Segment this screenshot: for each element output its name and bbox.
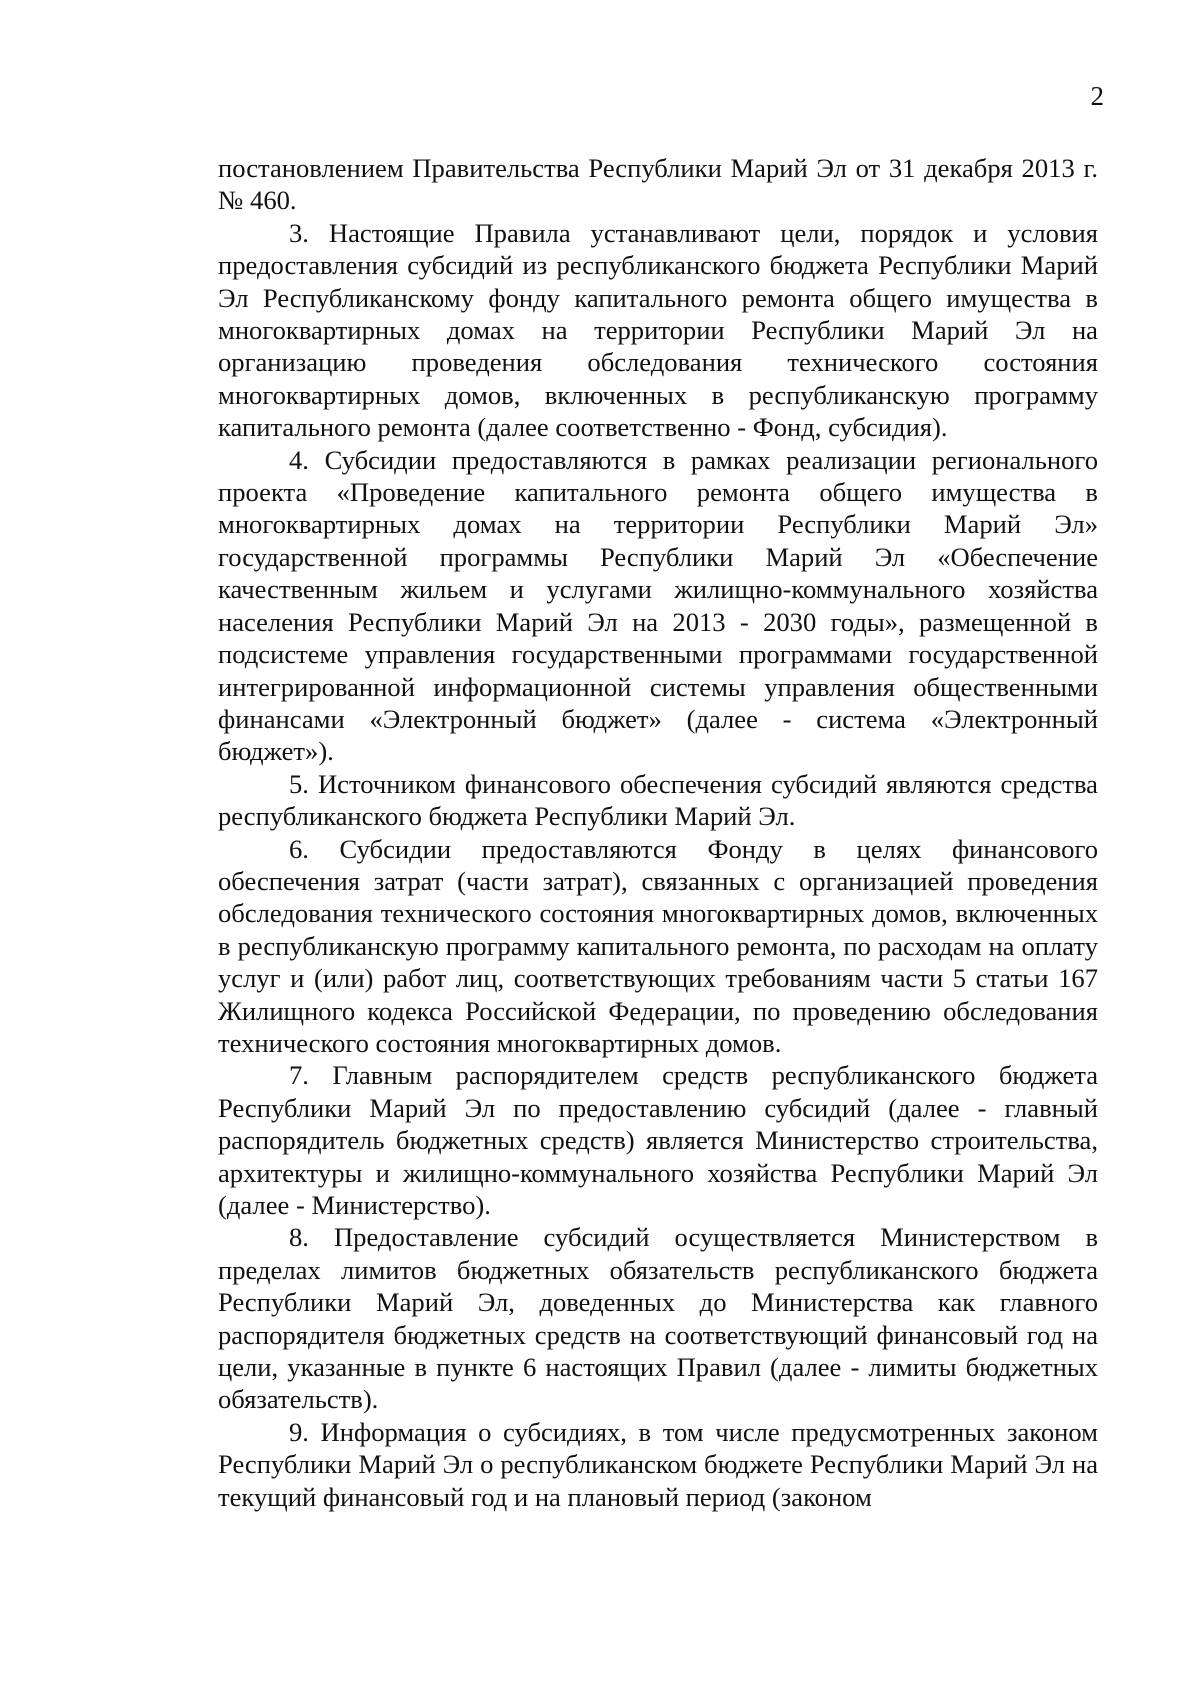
paragraph-item-9: 9. Информация о субсидиях, в том числе предусмотренных законом Республики Марий Эл о республиканском бюджете Республики Марий Эл на текущий финансовый год и на плановый период (законом <box>218 1416 1098 1512</box>
paragraph-item-6: 6. Субсидии предоставляются Фонду в целях финансового обеспечения затрат (части затрат), связанных с организацией проведения обследования технического состояния многоквартирных домов, включенных в республиканскую программу капитального ремонта, по расходам на оплату услуг и (или) работ лиц, соответствующих требованиям части 5 статьи 167 Жилищного кодекса Российской Федерации, по проведению обследования технического состояния многоквартирных домов. <box>218 833 1098 1058</box>
paragraph-item-8: 8. Предоставление субсидий осуществляется Министерством в пределах лимитов бюджетных обязательств республиканского бюджета Республики Марий Эл, доведенных до Министерства как главного распорядителя бюджетных средств на соответствующий финансовый год на цели, указанные в пункте 6 настоящих Правил (далее - лимиты бюджетных обязательств). <box>218 1222 1098 1415</box>
page-number: 2 <box>1090 81 1104 111</box>
paragraph-continuation: постановлением Правительства Республики Марий Эл от 31 декабря 2013 г. № 460. <box>218 153 1098 216</box>
paragraph-item-3: 3. Настоящие Правила устанавливают цели, порядок и условия предоставления субсидий из республиканского бюджета Республики Марий Эл Республиканскому фонду капитального ремонта общего имущества в многоквартирных домах на территории Республики Марий Эл на организацию проведения обследования технического состояния многоквартирных домов, включенных в республиканскую программу капитального ремонта (далее соответственно - Фонд, субсидия). <box>218 217 1098 443</box>
document-body <box>218 152 1098 1513</box>
paragraph-item-7: 7. Главным распорядителем средств республиканского бюджета Республики Марий Эл по предоставлению субсидий (далее - главный распорядитель бюджетных средств) является Министерство строительства, архитектуры и жилищно-коммунального хозяйства Республики Марий Эл (далее - Министерство). <box>218 1060 1098 1220</box>
paragraph-item-4: 4. Субсидии предоставляются в рамках реализации регионального проекта «Проведение капитального ремонта общего имущества в многоквартирных домах на территории Республики Марий Эл» государственной программы Республики Марий Эл «Обеспечение качественным жильем и услугами жилищно-коммунального хозяйства населения Республики Марий Эл на 2013 - 2030 годы», размещенной в подсистеме управления государственными программами государственной интегрированной информационной системы управления общественными финансами «Электронный бюджет» (далее - система «Электронный бюджет»). <box>218 444 1098 767</box>
paragraph-item-5: 5. Источником финансового обеспечения субсидий являются средства республиканского бюджета Республики Марий Эл. <box>218 768 1098 832</box>
